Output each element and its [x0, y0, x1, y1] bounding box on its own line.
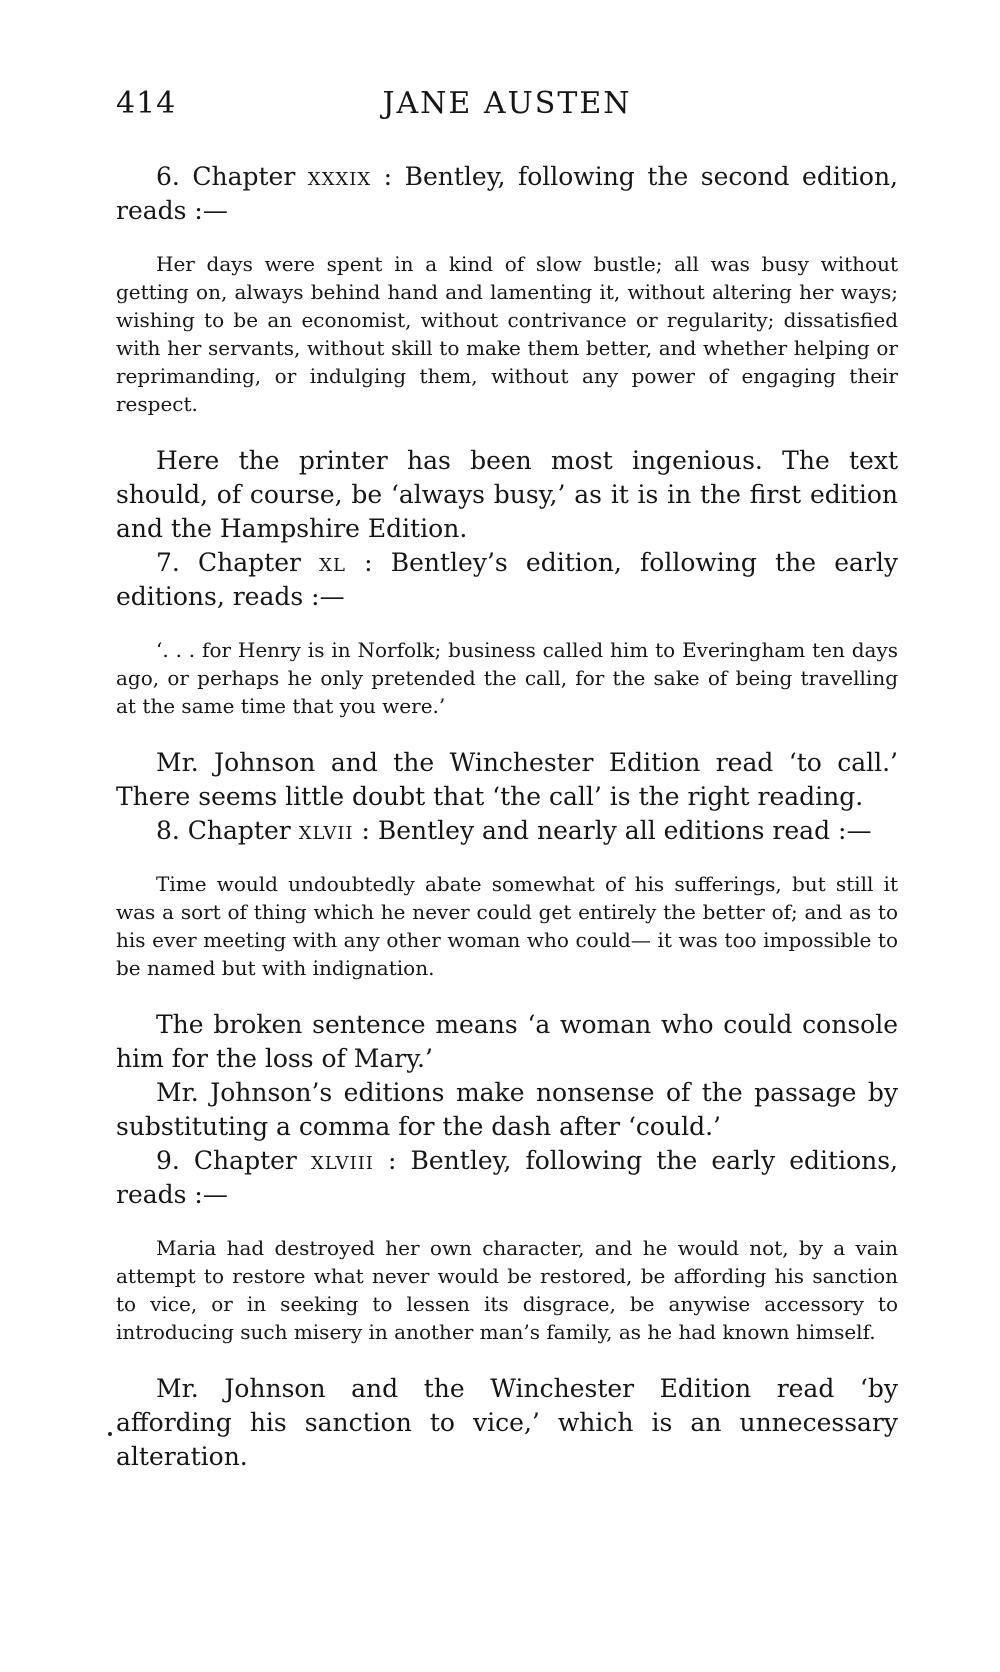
- commentary-paragraph: Mr. Johnson and the Winchester Edition read ‘to call.’ There seems little doubt that ‘the call’ is the right reading.: [116, 748, 898, 811]
- print-speck: [108, 1432, 112, 1436]
- running-title: JANE AUSTEN: [382, 86, 632, 121]
- chapter-numeral: xl: [319, 548, 346, 577]
- quote-block: Her days were spent in a kind of slow bustle; all was busy without getting on, always behind hand and lamenting it, without altering her ways; wishing to be an economist, without contrivance or regularity; dissatisfied with her servants, without skill to make them better, and whether helping or reprimanding, or indulging them, without any power of engaging their respect.: [116, 252, 898, 416]
- chapter-numeral: xlviii: [310, 1146, 374, 1175]
- quote-block: Maria had destroyed her own character, and he would not, by a vain attempt to restore what never would be restored, be affording his sanction to vice, or in seeking to lessen its disgrace, be anywise accessory to introducing such misery in another man’s family, as he had known himself.: [116, 1236, 898, 1344]
- commentary-paragraph: Mr. Johnson’s editions make nonsense of the passage by substituting a comma for the dash after ‘could.’: [116, 1078, 898, 1141]
- item-heading-7: 7. Chapter xl : Bentley’s edition, following the early editions, reads :—: [116, 548, 898, 611]
- quote-block: ‘. . . for Henry is in Norfolk; business called him to Everingham ten days ago, or perhaps he only pretended the call, for the sake of being travelling at the same time that you were.’: [116, 638, 898, 718]
- page-header: [116, 86, 898, 132]
- chapter-numeral: xlvii: [298, 816, 354, 845]
- item-heading-9: 9. Chapter xlviii : Bentley, following the early editions, reads :—: [116, 1146, 898, 1209]
- item-heading-6: 6. Chapter xxxix : Bentley, following the second edition, reads :—: [116, 162, 898, 225]
- quote-block: Time would undoubtedly abate somewhat of his sufferings, but still it was a sort of thing which he never could get entirely the better of; and as to his ever meeting with any other woman who could— it was too impossible to be named but with indignation.: [116, 872, 898, 980]
- commentary-paragraph: Mr. Johnson and the Winchester Edition read ‘by affording his sanction to vice,’ which is an unnecessary alteration.: [116, 1374, 898, 1471]
- chapter-numeral: xxxix: [307, 162, 372, 191]
- item-heading-8: 8. Chapter xlvii : Bentley and nearly all editions read :—: [156, 816, 872, 845]
- book-page: [116, 86, 898, 1474]
- commentary-paragraph: Here the printer has been most ingenious. The text should, of course, be ‘always busy,’ as it is in the first edition and the Hampshire Edition.: [116, 446, 898, 543]
- page-number: 414: [116, 86, 177, 121]
- commentary-paragraph: The broken sentence means ‘a woman who could console him for the loss of Mary.’: [116, 1010, 898, 1073]
